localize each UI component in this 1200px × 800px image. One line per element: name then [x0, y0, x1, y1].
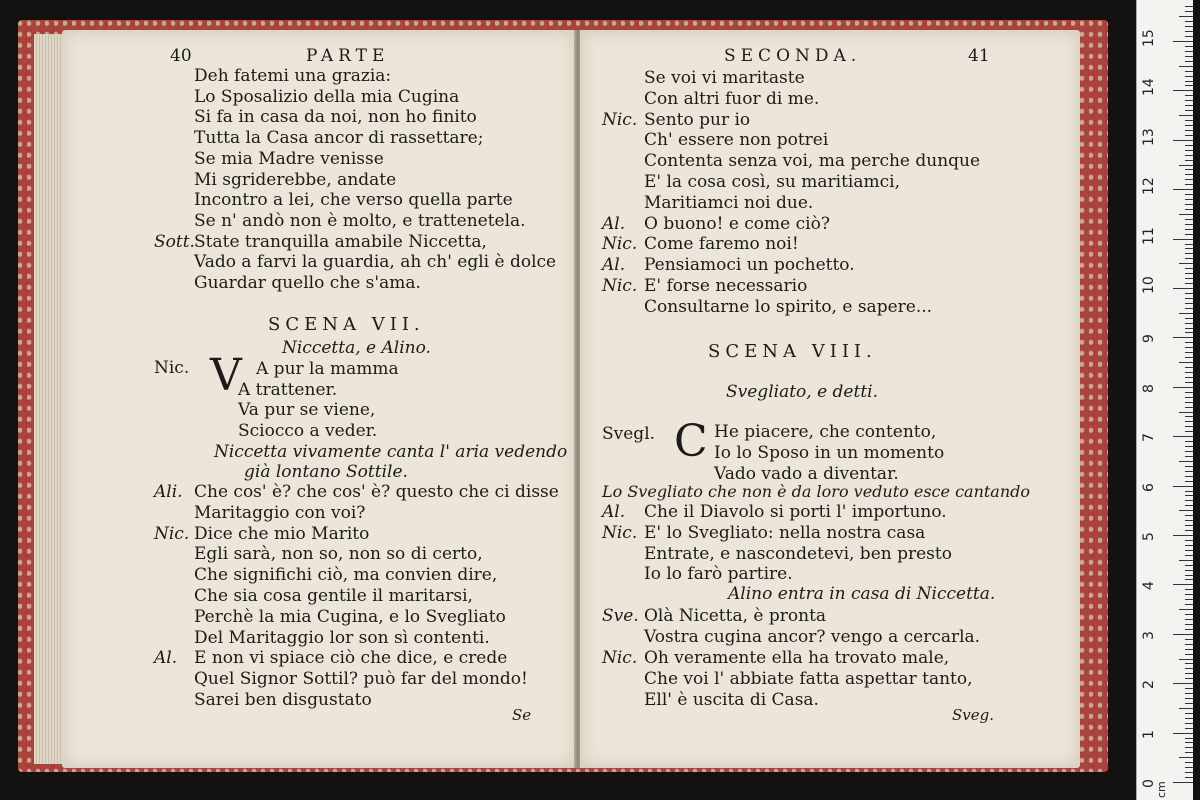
ruler-tick: [1185, 589, 1193, 590]
speaker-label: Ali.: [154, 482, 183, 502]
ruler-tick: [1185, 530, 1193, 531]
ruler-tick: [1179, 165, 1193, 166]
ruler-tick: [1185, 619, 1193, 620]
scene-title: SCENA VII.: [268, 314, 425, 335]
verse-line: Maritiamci noi due.: [644, 192, 814, 213]
ruler-tick: [1185, 594, 1193, 595]
ruler-tick: [1185, 678, 1193, 679]
verse-line: Se n' andò non è molto, e trattenetela.: [194, 210, 526, 231]
catchword: Sveg.: [952, 706, 994, 724]
ruler-tick: [1179, 412, 1193, 413]
ruler-tick: [1179, 214, 1193, 215]
verse-line: Egli sarà, non so, non so di certo,: [194, 544, 483, 565]
verse-line: Se voi vi maritaste: [644, 68, 805, 88]
ruler-tick: [1185, 110, 1193, 111]
ruler-tick: [1185, 234, 1193, 235]
ruler-tick: [1173, 239, 1193, 240]
ruler-tick: [1185, 416, 1193, 417]
ruler-tick: [1185, 174, 1193, 175]
verse-line: Perchè la mia Cugina, e lo Svegliato: [194, 606, 506, 627]
ruler-tick: [1185, 515, 1193, 516]
ruler-number: 9: [1141, 334, 1157, 344]
ruler-tick: [1185, 194, 1193, 195]
ruler-number: 13: [1141, 127, 1157, 146]
verse-line: Contenta senza voi, ma perche dunque: [644, 151, 981, 172]
ruler-tick: [1185, 100, 1193, 101]
ruler-tick: [1179, 560, 1193, 561]
ruler-tick: [1185, 169, 1193, 170]
aria-line: A pur la mamma: [256, 359, 399, 379]
ruler-tick: [1179, 708, 1193, 709]
ruler-tick: [1185, 36, 1193, 37]
left-page: [62, 30, 576, 768]
ruler-number: 10: [1141, 276, 1157, 294]
ruler-tick: [1185, 565, 1193, 566]
ruler-tick: [1185, 268, 1193, 269]
ruler-tick: [1185, 347, 1193, 348]
ruler-tick: [1185, 421, 1193, 422]
scene-characters: Svegliato, e detti.: [726, 382, 878, 402]
verse-line: State tranquilla amabile Niccetta,: [194, 231, 487, 252]
ruler-tick: [1185, 71, 1193, 72]
ruler-tick: [1185, 688, 1193, 689]
ruler-tick: [1185, 579, 1193, 580]
ruler-tick: [1185, 668, 1193, 669]
ruler-tick: [1185, 253, 1193, 254]
ruler-tick: [1173, 337, 1193, 338]
aria-line: Sciocco a veder.: [238, 420, 378, 441]
ruler-tick: [1185, 323, 1193, 324]
ruler-tick: [1185, 85, 1193, 86]
ruler-tick: [1173, 683, 1193, 684]
ruler-tick: [1185, 392, 1193, 393]
ruler-tick: [1179, 461, 1193, 462]
ruler-tick: [1173, 733, 1193, 734]
ruler-tick: [1185, 575, 1193, 576]
ruler-tick: [1185, 604, 1193, 605]
ruler-tick: [1185, 570, 1193, 571]
speaker-label: Nic.: [602, 109, 638, 130]
ruler-tick: [1179, 510, 1193, 511]
ruler-tick: [1173, 90, 1193, 91]
aria-line: A trattener.: [238, 379, 338, 400]
running-head: SECONDA.: [724, 46, 862, 66]
speaker-label: Al.: [154, 648, 178, 669]
ruler-tick: [1185, 456, 1193, 457]
ruler-tick: [1185, 441, 1193, 442]
verse-line: Tutta la Casa ancor di rassettare;: [194, 128, 484, 149]
ruler-tick: [1185, 663, 1193, 664]
ruler-tick: [1185, 629, 1193, 630]
stage-direction: già lontano Sottile.: [244, 462, 408, 482]
ruler-tick: [1185, 525, 1193, 526]
ruler-tick: [1185, 357, 1193, 358]
verse-line: Se mia Madre venisse: [194, 148, 384, 169]
measuring-ruler: [1136, 0, 1193, 800]
ruler-number: 3: [1141, 630, 1157, 640]
ruler-tick: [1185, 673, 1193, 674]
verse-line: Incontro a lei, che verso quella parte: [194, 190, 513, 211]
ruler-tick: [1185, 342, 1193, 343]
ruler-tick: [1185, 229, 1193, 230]
ruler-tick: [1185, 56, 1193, 57]
ruler-number: 11: [1141, 226, 1157, 245]
ruler-number: 5: [1141, 532, 1157, 541]
ruler-tick: [1185, 382, 1193, 383]
ruler-tick: [1185, 728, 1193, 729]
verse-line: Del Maritaggio lor son sì contenti.: [194, 627, 490, 648]
catchword: Se: [512, 706, 532, 724]
speaker-label: Svegl.: [602, 424, 656, 444]
ruler-tick: [1173, 535, 1193, 536]
ruler-tick: [1185, 491, 1193, 492]
ruler-tick: [1185, 742, 1193, 743]
verse-line: Che il Diavolo si porti l' importuno.: [644, 502, 947, 522]
ruler-tick: [1185, 505, 1193, 506]
ruler-tick: [1185, 540, 1193, 541]
ruler-tick: [1185, 555, 1193, 556]
ruler-number: 1: [1141, 729, 1157, 739]
ruler-tick: [1185, 649, 1193, 650]
ruler-tick: [1185, 51, 1193, 52]
ruler-tick: [1185, 298, 1193, 299]
ruler-tick: [1185, 135, 1193, 136]
right-page: [580, 30, 1080, 768]
verse-line: Deh fatemi una grazia:: [194, 66, 392, 86]
ruler-tick: [1185, 599, 1193, 600]
scene-title: SCENA VIII.: [708, 341, 877, 362]
ruler-tick: [1179, 757, 1193, 758]
ruler-tick: [1185, 500, 1193, 501]
ruler-tick: [1185, 308, 1193, 309]
verse-line: Io lo farò partire.: [644, 564, 793, 585]
ruler-tick: [1185, 145, 1193, 146]
verse-line: Ch' essere non potrei: [644, 130, 829, 151]
ruler-number: 15: [1141, 29, 1157, 47]
speaker-label: Sott.: [154, 231, 195, 252]
ruler-tick: [1185, 367, 1193, 368]
aria-line: Io lo Sposo in un momento: [714, 443, 945, 463]
ruler-tick: [1185, 644, 1193, 645]
speaker-label: Nic.: [154, 523, 190, 544]
scene-characters: Niccetta, e Alino.: [282, 338, 431, 358]
ruler-tick: [1185, 328, 1193, 329]
ruler-tick: [1185, 224, 1193, 225]
ruler-tick: [1185, 495, 1193, 496]
verse-line: Sento pur io: [644, 109, 751, 130]
ruler-tick: [1185, 703, 1193, 704]
verse-line: Come faremo noi!: [644, 234, 799, 255]
ruler-tick: [1173, 140, 1193, 141]
ruler-tick: [1173, 436, 1193, 437]
verse-line: O buono! e come ciò?: [644, 213, 830, 234]
ruler-tick: [1179, 362, 1193, 363]
ruler-tick: [1185, 481, 1193, 482]
ruler-tick: [1185, 95, 1193, 96]
ruler-tick: [1185, 219, 1193, 220]
verse-line: Dice che mio Marito: [194, 523, 370, 544]
ruler-tick: [1185, 545, 1193, 546]
ruler-number: 14: [1141, 78, 1157, 97]
ruler-tick: [1185, 520, 1193, 521]
verse-line: Mi sgriderebbe, andate: [194, 169, 397, 190]
ruler-tick: [1185, 61, 1193, 62]
verse-line: Quel Signor Sottil? può far del mondo!: [194, 669, 528, 690]
verse-line: Che voi l' abbiate fatta aspettar tanto,: [644, 669, 973, 689]
ruler-tick: [1173, 189, 1193, 190]
speaker-label: Nic.: [602, 648, 638, 668]
ruler-tick: [1185, 772, 1193, 773]
ruler-tick: [1185, 46, 1193, 47]
ruler-number: 12: [1141, 177, 1157, 196]
verse-line: E non vi spiace ciò che dice, e crede: [194, 648, 508, 669]
ruler-tick: [1185, 209, 1193, 210]
speaker-label: Sve.: [602, 606, 639, 626]
ruler-tick: [1185, 318, 1193, 319]
ruler-tick: [1185, 150, 1193, 151]
ruler-tick: [1185, 244, 1193, 245]
ruler-tick: [1173, 634, 1193, 635]
aria-line: Vado vado a diventar.: [714, 464, 899, 484]
ruler-tick: [1185, 713, 1193, 714]
ruler-tick: [1185, 762, 1193, 763]
verse-line: Vado a farvi la guardia, ah ch' egli è dolce: [194, 252, 557, 273]
ruler-tick: [1185, 155, 1193, 156]
ruler-tick: [1185, 426, 1193, 427]
ruler-tick: [1185, 303, 1193, 304]
ruler-tick: [1185, 407, 1193, 408]
ruler-tick: [1185, 624, 1193, 625]
verse-line: Pensiamoci un pochetto.: [644, 255, 855, 276]
ruler-tick: [1185, 372, 1193, 373]
ruler-tick: [1185, 747, 1193, 748]
speaker-label: Nic.: [602, 276, 638, 296]
ruler-tick: [1185, 105, 1193, 106]
ruler-tick: [1173, 584, 1193, 585]
ruler-tick: [1185, 723, 1193, 724]
speaker-label: Al.: [602, 255, 626, 276]
verse-line: Si fa in casa da noi, non ho finito: [194, 107, 477, 128]
ruler-tick: [1185, 76, 1193, 77]
ruler-tick: [1179, 263, 1193, 264]
ruler-tick: [1185, 397, 1193, 398]
ruler-tick: [1179, 609, 1193, 610]
ruler-tick: [1173, 41, 1193, 42]
verse-line: Guardar quello che s'ama.: [194, 273, 421, 293]
ruler-tick: [1185, 204, 1193, 205]
ruler-tick: [1185, 693, 1193, 694]
ruler-tick: [1185, 451, 1193, 452]
ruler-tick: [1185, 248, 1193, 249]
ruler-tick: [1185, 738, 1193, 739]
page-number: 41: [968, 46, 990, 66]
verse-line: E' lo Svegliato: nella nostra casa: [644, 522, 926, 543]
speaker-label: Al.: [602, 502, 626, 522]
ruler-tick: [1185, 120, 1193, 121]
ruler-tick: [1185, 273, 1193, 274]
ruler-tick: [1179, 313, 1193, 314]
speaker-label: Nic.: [154, 358, 190, 378]
ruler-tick: [1179, 66, 1193, 67]
ruler-tick: [1185, 125, 1193, 126]
verse-line: E' forse necessario: [644, 276, 808, 296]
page-number: 40: [170, 46, 192, 66]
ruler-tick: [1185, 293, 1193, 294]
ruler-tick: [1179, 16, 1193, 17]
ruler-tick: [1179, 659, 1193, 660]
ruler-number: 4: [1141, 581, 1157, 591]
ruler-tick: [1185, 11, 1193, 12]
verse-line: Oh veramente ella ha trovato male,: [644, 648, 950, 668]
ruler-tick: [1173, 288, 1193, 289]
ruler-tick: [1185, 777, 1193, 778]
ruler-tick: [1179, 115, 1193, 116]
speaker-label: Nic.: [602, 234, 638, 255]
verse-line: E' la cosa così, su maritiamci,: [644, 172, 900, 192]
speaker-label: Nic.: [602, 522, 638, 543]
ruler-tick: [1185, 184, 1193, 185]
ruler-tick: [1185, 698, 1193, 699]
verse-line: Che significhi ciò, ma convien dire,: [194, 565, 498, 586]
drop-cap: V: [210, 350, 242, 401]
ruler-tick: [1185, 767, 1193, 768]
verse-line: Olà Nicetta, è pronta: [644, 606, 827, 626]
speaker-label: Al.: [602, 213, 626, 234]
ruler-tick: [1185, 278, 1193, 279]
stage-direction: Niccetta vivamente canta l' aria vedendo: [214, 442, 568, 462]
ruler-tick: [1185, 6, 1193, 7]
ruler-tick: [1185, 21, 1193, 22]
ruler-tick: [1185, 550, 1193, 551]
ruler-unit: cm: [1155, 781, 1168, 798]
stage-direction: Alino entra in casa di Niccetta.: [728, 584, 996, 604]
ruler-tick: [1185, 431, 1193, 432]
ruler-tick: [1185, 332, 1193, 333]
ruler-tick: [1173, 782, 1193, 783]
ruler-tick: [1185, 352, 1193, 353]
ruler-tick: [1185, 283, 1193, 284]
verse-line: Consultarne lo spirito, e sapere...: [644, 296, 933, 317]
verse-line: Ell' è uscita di Casa.: [644, 690, 819, 710]
stage-direction: Lo Svegliato che non è da loro veduto esce cantando: [602, 482, 1031, 501]
ruler-tick: [1185, 31, 1193, 32]
aria-line: Va pur se viene,: [238, 400, 376, 420]
ruler-tick: [1185, 476, 1193, 477]
ruler-tick: [1185, 130, 1193, 131]
verse-line: Con altri fuor di me.: [644, 88, 820, 109]
ruler-tick: [1185, 466, 1193, 467]
aria-line: He piacere, che contento,: [714, 422, 937, 442]
verse-line: Maritaggio con voi?: [194, 502, 366, 523]
verse-line: Lo Sposalizio della mia Cugina: [194, 86, 460, 107]
ruler-tick: [1185, 160, 1193, 161]
ruler-number: 6: [1141, 482, 1157, 492]
ruler-tick: [1185, 179, 1193, 180]
ruler-number: 2: [1141, 680, 1157, 690]
verse-line: Sarei ben disgustato: [194, 690, 372, 710]
ruler-tick: [1173, 387, 1193, 388]
ruler-number: 0: [1141, 779, 1157, 788]
ruler-tick: [1185, 718, 1193, 719]
ruler-tick: [1185, 446, 1193, 447]
ruler-tick: [1185, 199, 1193, 200]
verse-line: Che sia cosa gentile il maritarsi,: [194, 586, 473, 606]
ruler-tick: [1185, 639, 1193, 640]
ruler-tick: [1185, 81, 1193, 82]
verse-line: Che cos' è? che cos' è? questo che ci disse: [194, 482, 559, 502]
verse-line: Entrate, e nascondetevi, ben presto: [644, 543, 952, 564]
drop-cap: C: [674, 416, 708, 467]
ruler-number: 7: [1141, 433, 1157, 443]
verse-line: Vostra cugina ancor? vengo a cercarla.: [644, 627, 981, 647]
ruler-tick: [1185, 752, 1193, 753]
running-head: PARTE: [306, 46, 390, 66]
ruler-tick: [1173, 486, 1193, 487]
ruler-tick: [1185, 377, 1193, 378]
ruler-tick: [1185, 402, 1193, 403]
page-edges: [34, 34, 64, 764]
ruler-tick: [1185, 654, 1193, 655]
ruler-number: 8: [1141, 383, 1157, 393]
ruler-tick: [1185, 471, 1193, 472]
ruler-tick: [1185, 614, 1193, 615]
ruler-tick: [1185, 258, 1193, 259]
ruler-tick: [1185, 26, 1193, 27]
